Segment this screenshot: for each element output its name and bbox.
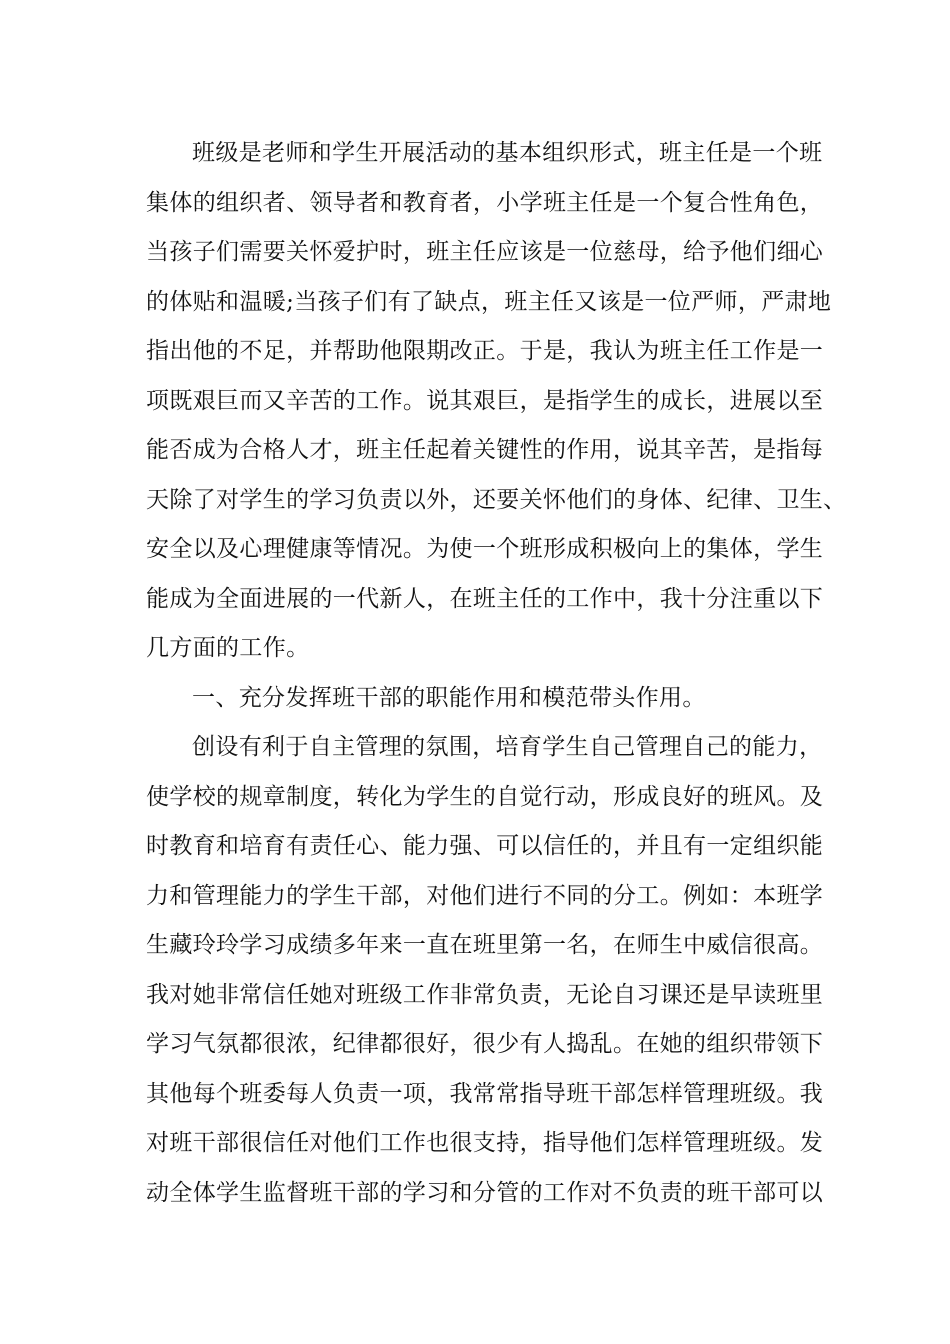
paragraph-2-line-1: 创设有利于自主管理的氛围，培育学生自己管理自己的能力，	[192, 734, 823, 760]
paragraph-2-line-3: 时教育和培育有责任心、能力强、可以信任的，并且有一定组织能	[146, 833, 824, 859]
paragraph-1-line-5: 指出他的不足，并帮助他限期改正。于是，我认为班主任工作是一	[146, 338, 824, 364]
paragraph-1-line-7: 能否成为合格人才，班主任起着关键性的作用，说其辛苦，是指每	[146, 437, 824, 463]
paragraph-2-line-7: 学习气氛都很浓，纪律都很好，很少有人捣乱。在她的组织带领下	[146, 1031, 824, 1057]
paragraph-1-line-1: 班级是老师和学生开展活动的基本组织形式，班主任是一个班	[192, 140, 823, 166]
paragraph-1-line-11: 几方面的工作。	[146, 635, 310, 661]
paragraph-2-line-8: 其他每个班委每人负责一项，我常常指导班干部怎样管理班级。我	[146, 1081, 824, 1107]
paragraph-1-line-2: 集体的组织者、领导者和教育者，小学班主任是一个复合性角色，	[146, 190, 824, 216]
paragraph-2-line-5: 生藏玲玲学习成绩多年来一直在班里第一名，在师生中威信很高。	[146, 932, 824, 958]
section-heading: 一、充分发挥班干部的职能作用和模范带头作用。	[192, 685, 706, 711]
paragraph-1-line-8: 天除了对学生的学习负责以外，还要关怀他们的身体、纪律、卫生、	[146, 487, 847, 513]
paragraph-1-line-10: 能成为全面进展的一代新人，在班主任的工作中，我十分注重以下	[146, 586, 824, 612]
paragraph-1-line-6: 项既艰巨而又辛苦的工作。说其艰巨，是指学生的成长，进展以至	[146, 388, 824, 414]
paragraph-1-line-9: 安全以及心理健康等情况。为使一个班形成积极向上的集体，学生	[146, 536, 824, 562]
paragraph-2-line-10: 动全体学生监督班干部的学习和分管的工作对不负责的班干部可以	[146, 1180, 824, 1206]
paragraph-2-line-9: 对班干部很信任对他们工作也很支持，指导他们怎样管理班级。发	[146, 1130, 824, 1156]
paragraph-2-line-4: 力和管理能力的学生干部，对他们进行不同的分工。例如：本班学	[146, 883, 824, 909]
paragraph-1-line-3: 当孩子们需要关怀爱护时，班主任应该是一位慈母，给予他们细心	[146, 239, 824, 265]
paragraph-2-line-2: 使学校的规章制度，转化为学生的自觉行动，形成良好的班风。及	[146, 784, 824, 810]
paragraph-2-line-6: 我对她非常信任她对班级工作非常负责，无论自习课还是早读班里	[146, 982, 824, 1008]
paragraph-1-line-4: 的体贴和温暖;当孩子们有了缺点，班主任又该是一位严师，严肃地	[146, 289, 832, 315]
